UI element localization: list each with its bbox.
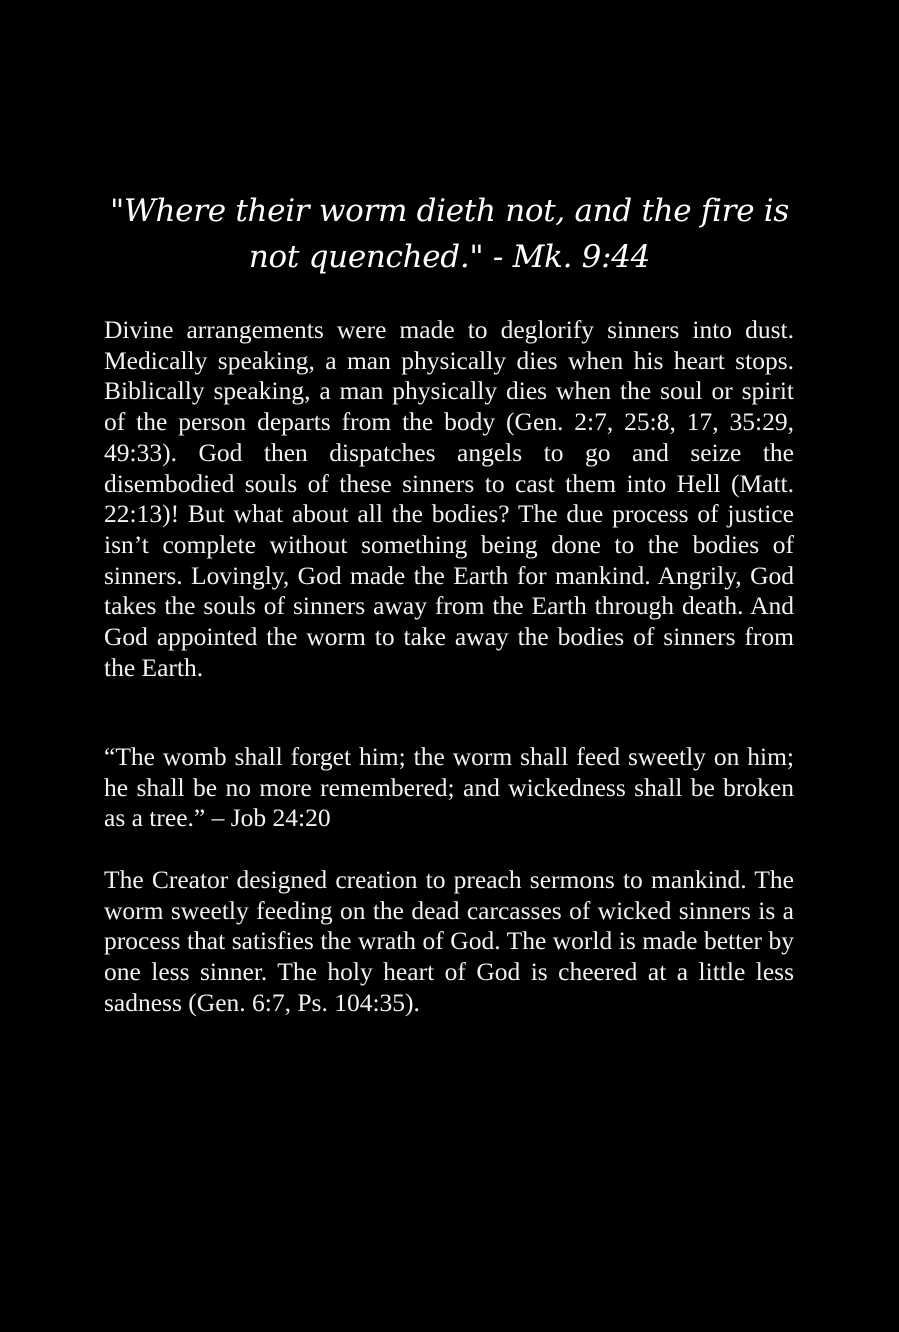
scripture-heading: "Where their worm dieth not, and the fire is not quenched." - Mk. 9:44: [109, 193, 790, 275]
paragraph-3: The Creator designed creation to preach sermons to mankind. The worm sweetly feeding on the dead carcasses of wicked sinners is a process that satisfies the wrath of God. The world is made better by one less sinner. The holy heart of God is cheered at a little less sadness (Gen. 6:7, Ps. 104:35).: [104, 865, 794, 1017]
paragraph-2-quote: “The womb shall forget him; the worm shall feed sweetly on him; he shall be no more remembered; and wickedness shall be broken as a tree.” – Job 24:20: [104, 742, 794, 833]
paragraph-1: Divine arrangements were made to deglorify sinners into dust. Medically speaking, a man physically dies when his heart stops. Biblically speaking, a man physically dies when the soul or spirit of the person departs from the body (Gen. 2:7, 25:8, 17, 35:29, 49:33). God then dispatches angels to go and seize the disembodied souls of these sinners to cast them into Hell (Matt. 22:13)! But what about all the bodies? The due process of justice isn’t complete without something being done to the bodies of sinners. Lovingly, God made the Earth for mankind. Angrily, God takes the souls of sinners away from the Earth through death. And God appointed the worm to take away the bodies of sinners from the Earth.: [104, 315, 794, 682]
